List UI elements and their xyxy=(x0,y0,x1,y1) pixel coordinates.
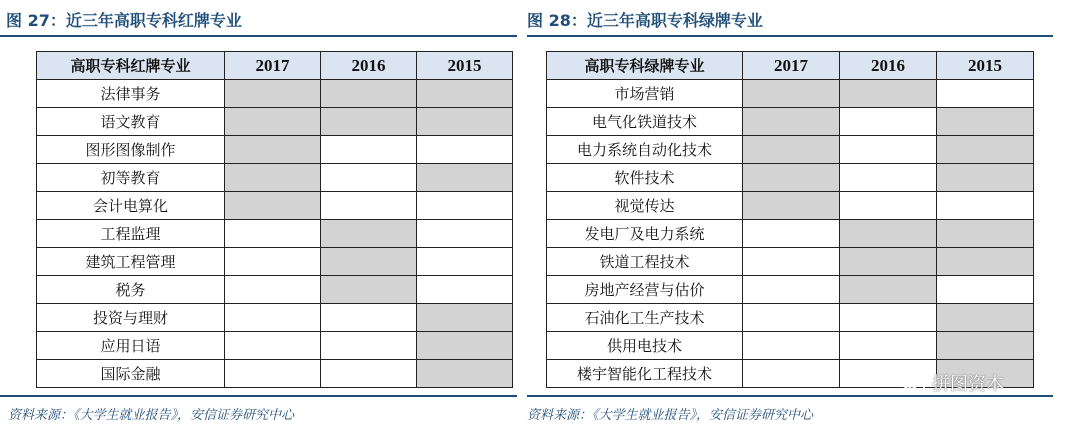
year-2017-cell xyxy=(743,108,840,136)
table-row xyxy=(547,220,1034,248)
table-row xyxy=(37,136,513,164)
red-card-majors-table xyxy=(36,51,513,388)
major-name-cell: 软件技术 xyxy=(547,164,743,192)
year-2016-cell xyxy=(321,80,417,108)
table-row xyxy=(37,248,513,276)
major-name-cell: 图形图像制作 xyxy=(37,136,225,164)
year-2017-cell xyxy=(225,276,321,304)
figure-27-bottom-rule xyxy=(0,395,517,397)
major-name-cell: 语文教育 xyxy=(37,108,225,136)
year-2015-cell xyxy=(417,192,513,220)
year-2016-cell xyxy=(321,276,417,304)
year-2017-cell xyxy=(743,80,840,108)
year-2017-cell xyxy=(743,220,840,248)
year-2015-cell xyxy=(937,220,1034,248)
year-2016-cell xyxy=(840,108,937,136)
header-cell-2015: 2015 xyxy=(417,52,513,80)
major-name-cell: 电力系统自动化技术 xyxy=(547,136,743,164)
year-2015-cell xyxy=(937,108,1034,136)
wechat-icon xyxy=(900,372,926,394)
year-2016-cell xyxy=(840,136,937,164)
year-2017-cell xyxy=(743,192,840,220)
major-name-cell: 铁道工程技术 xyxy=(547,248,743,276)
major-name-cell: 法律事务 xyxy=(37,80,225,108)
year-2017-cell xyxy=(743,276,840,304)
year-2015-cell xyxy=(937,164,1034,192)
year-2015-cell xyxy=(417,220,513,248)
table-header-row xyxy=(547,52,1034,80)
header-cell-2017: 2017 xyxy=(743,52,840,80)
year-2015-cell xyxy=(937,332,1034,360)
figure-28-title-rule xyxy=(527,35,1053,37)
year-2016-cell xyxy=(840,220,937,248)
year-2015-cell xyxy=(417,360,513,388)
year-2017-cell xyxy=(225,136,321,164)
year-2016-cell xyxy=(321,304,417,332)
table-row xyxy=(37,108,513,136)
major-name-cell: 楼宇智能化工程技术 xyxy=(547,360,743,388)
year-2016-cell xyxy=(840,164,937,192)
year-2016-cell xyxy=(840,332,937,360)
year-2017-cell xyxy=(225,108,321,136)
table-row xyxy=(37,164,513,192)
major-name-cell: 房地产经营与估价 xyxy=(547,276,743,304)
year-2017-cell xyxy=(743,304,840,332)
year-2016-cell xyxy=(321,248,417,276)
table-row xyxy=(37,360,513,388)
year-2016-cell xyxy=(321,360,417,388)
major-name-cell: 会计电算化 xyxy=(37,192,225,220)
year-2015-cell xyxy=(417,80,513,108)
green-card-majors-table xyxy=(546,51,1034,388)
year-2015-cell xyxy=(417,108,513,136)
year-2017-cell xyxy=(743,360,840,388)
year-2016-cell xyxy=(321,108,417,136)
year-2015-cell xyxy=(417,276,513,304)
year-2017-cell xyxy=(743,136,840,164)
year-2015-cell xyxy=(417,332,513,360)
year-2017-cell xyxy=(225,304,321,332)
year-2016-cell xyxy=(840,80,937,108)
year-2015-cell xyxy=(417,248,513,276)
header-cell-major: 高职专科绿牌专业 xyxy=(547,52,743,80)
table-row xyxy=(547,192,1034,220)
header-cell-major: 高职专科红牌专业 xyxy=(37,52,225,80)
table-row xyxy=(547,304,1034,332)
major-name-cell: 国际金融 xyxy=(37,360,225,388)
figure-28-title: 图 28：近三年高职专科绿牌专业 xyxy=(527,11,763,30)
table-row xyxy=(547,248,1034,276)
year-2017-cell xyxy=(225,332,321,360)
figure-27-source: 资料来源：《大学生就业报告》，安信证券研究中心 xyxy=(8,408,295,423)
table-row xyxy=(547,332,1034,360)
table-row xyxy=(547,276,1034,304)
year-2016-cell xyxy=(840,304,937,332)
year-2017-cell xyxy=(225,360,321,388)
year-2016-cell xyxy=(321,220,417,248)
year-2017-cell xyxy=(743,332,840,360)
year-2016-cell xyxy=(321,192,417,220)
header-cell-2017: 2017 xyxy=(225,52,321,80)
major-name-cell: 投资与理财 xyxy=(37,304,225,332)
major-name-cell: 市场营销 xyxy=(547,80,743,108)
major-name-cell: 石油化工生产技术 xyxy=(547,304,743,332)
year-2015-cell xyxy=(937,192,1034,220)
major-name-cell: 初等教育 xyxy=(37,164,225,192)
header-cell-2016: 2016 xyxy=(321,52,417,80)
major-name-cell: 视觉传达 xyxy=(547,192,743,220)
year-2015-cell xyxy=(937,276,1034,304)
year-2017-cell xyxy=(225,192,321,220)
table-row xyxy=(37,304,513,332)
table-row xyxy=(547,80,1034,108)
major-name-cell: 工程监理 xyxy=(37,220,225,248)
year-2015-cell xyxy=(937,136,1034,164)
table-row xyxy=(37,80,513,108)
figure-28-source: 资料来源：《大学生就业报告》，安信证券研究中心 xyxy=(527,408,814,423)
year-2017-cell xyxy=(743,164,840,192)
year-2015-cell xyxy=(937,248,1034,276)
year-2015-cell xyxy=(937,304,1034,332)
major-name-cell: 供用电技术 xyxy=(547,332,743,360)
table-header-row xyxy=(37,52,513,80)
year-2017-cell xyxy=(225,80,321,108)
year-2017-cell xyxy=(743,248,840,276)
year-2016-cell xyxy=(840,276,937,304)
major-name-cell: 建筑工程管理 xyxy=(37,248,225,276)
table-row xyxy=(547,108,1034,136)
year-2016-cell xyxy=(321,136,417,164)
major-name-cell: 税务 xyxy=(37,276,225,304)
year-2017-cell xyxy=(225,220,321,248)
table-row xyxy=(547,136,1034,164)
table-row xyxy=(37,332,513,360)
year-2015-cell xyxy=(937,80,1034,108)
year-2016-cell xyxy=(840,248,937,276)
year-2015-cell xyxy=(417,136,513,164)
table-row xyxy=(37,276,513,304)
figure-27-title: 图 27：近三年高职专科红牌专业 xyxy=(6,11,242,30)
year-2017-cell xyxy=(225,248,321,276)
table-row xyxy=(37,192,513,220)
major-name-cell: 应用日语 xyxy=(37,332,225,360)
year-2016-cell xyxy=(840,192,937,220)
major-name-cell: 发电厂及电力系统 xyxy=(547,220,743,248)
table-row xyxy=(37,220,513,248)
major-name-cell: 电气化铁道技术 xyxy=(547,108,743,136)
year-2015-cell xyxy=(417,164,513,192)
watermark-text: 拼图资本 xyxy=(932,374,1004,395)
year-2016-cell xyxy=(321,332,417,360)
table-row xyxy=(547,164,1034,192)
year-2016-cell xyxy=(321,164,417,192)
year-2015-cell xyxy=(417,304,513,332)
year-2017-cell xyxy=(225,164,321,192)
figure-27-title-rule xyxy=(0,35,517,37)
watermark xyxy=(900,368,1004,398)
header-cell-2015: 2015 xyxy=(937,52,1034,80)
header-cell-2016: 2016 xyxy=(840,52,937,80)
